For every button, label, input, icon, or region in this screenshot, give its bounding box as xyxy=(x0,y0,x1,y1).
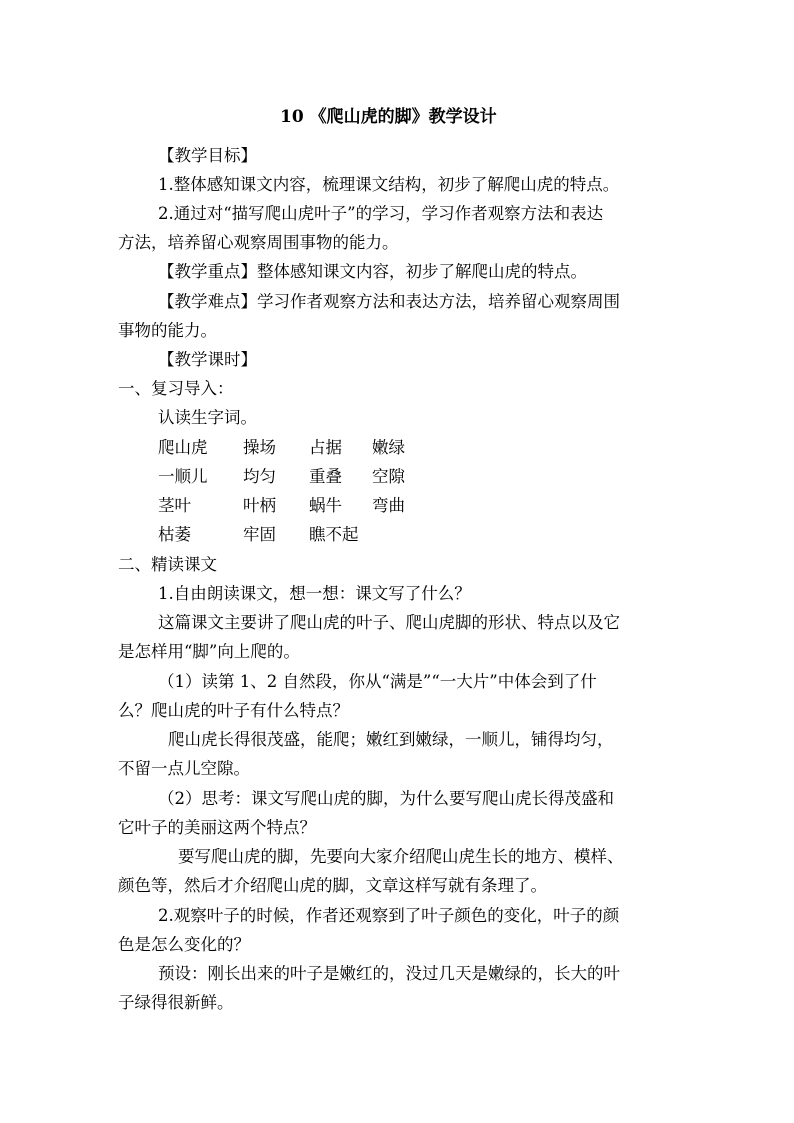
section1-heading: 一、复习导入： xyxy=(118,379,234,398)
vocab-word: 枯萎 xyxy=(158,525,191,544)
vocab-word: 均匀 xyxy=(243,467,276,486)
section2-heading: 二、精读课文 xyxy=(118,555,217,574)
vocab-word: 爬山虎 xyxy=(158,438,208,457)
section2-sub2-line2: 它叶子的美丽这两个特点？ xyxy=(118,818,316,837)
section2-sub1-answer-line1: 爬山虎长得很茂盛，能爬；嫩红到嫩绿，一顺儿，铺得均匀， xyxy=(168,730,614,749)
section2-a1-line1: 这篇课文主要讲了爬山虎的叶子、爬山虎脚的形状、特点以及它 xyxy=(158,613,620,632)
hours-heading: 【教学课时】 xyxy=(158,350,257,369)
vocab-word: 空隙 xyxy=(372,467,405,486)
page-title: 10 《爬山虎的脚》教学设计 xyxy=(280,107,497,127)
vocab-word: 蜗牛 xyxy=(309,496,342,515)
section2-sub1-line2: 么？爬山虎的叶子有什么特点？ xyxy=(118,701,349,720)
goal-item-2-line1: 2.通过对“描写爬山虎叶子”的学习，学习作者观察方法和表达 xyxy=(158,204,604,223)
section2-sub2-answer-line1: 要写爬山虎的脚，先要向大家介绍爬山虎生长的地方、模样、 xyxy=(178,847,624,866)
key-point-text: 整体感知课文内容，初步了解爬山虎的特点。 xyxy=(257,262,587,281)
difficulty-line2: 事物的能力。 xyxy=(118,321,217,340)
goals-heading: 【教学目标】 xyxy=(158,146,257,165)
section2-a1-line2: 是怎样用“脚”向上爬的。 xyxy=(118,642,300,661)
section2-q2-line2: 色是怎么变化的？ xyxy=(118,935,250,954)
vocab-word: 重叠 xyxy=(309,467,342,486)
section2-sub2-line1: （2）思考：课文写爬山虎的脚，为什么要写爬山虎长得茂盛和 xyxy=(158,789,614,808)
vocab-word: 叶柄 xyxy=(243,496,276,515)
vocab-word: 一顺儿 xyxy=(158,467,208,486)
section2-q2-line1: 2.观察叶子的时候，作者还观察到了叶子颜色的变化，叶子的颜 xyxy=(158,906,620,925)
section2-preset-line1: 预设：刚长出来的叶子是嫩红的，没过几天是嫩绿的，长大的叶 xyxy=(158,964,620,983)
section2-sub1-answer-line2: 不留一点儿空隙。 xyxy=(118,759,250,778)
key-point-label: 【教学重点】 xyxy=(158,262,257,281)
vocab-word: 茎叶 xyxy=(158,496,191,515)
section2-preset-line2: 子绿得很新鲜。 xyxy=(118,993,234,1012)
vocab-word: 瞧不起 xyxy=(309,525,359,544)
vocab-word: 嫩绿 xyxy=(372,438,405,457)
goal-item-2-line2: 方法，培养留心观察周围事物的能力。 xyxy=(118,233,399,252)
section2-sub2-answer-line2: 颜色等，然后才介绍爬山虎的脚，文章这样写就有条理了。 xyxy=(118,876,547,895)
key-point-line xyxy=(158,262,587,282)
vocab-word: 弯曲 xyxy=(372,496,405,515)
goal-item-1: 1.整体感知课文内容，梳理课文结构，初步了解爬山虎的特点。 xyxy=(158,175,620,194)
difficulty-text-line1: 学习作者观察方法和表达方法，培养留心观察周围 xyxy=(257,292,620,311)
vocab-word: 占据 xyxy=(309,438,342,457)
vocab-word: 操场 xyxy=(243,438,276,457)
difficulty-label: 【教学难点】 xyxy=(158,292,257,311)
section2-q1: 1.自由朗读课文，想一想：课文写了什么？ xyxy=(158,584,471,603)
section1-instruction: 认读生字词。 xyxy=(158,408,257,427)
difficulty-line1 xyxy=(158,292,620,312)
vocab-word: 牢固 xyxy=(243,525,276,544)
section2-sub1-line1: （1）读第 1、2 自然段，你从“满是”“一大片”中体会到了什 xyxy=(158,672,597,691)
